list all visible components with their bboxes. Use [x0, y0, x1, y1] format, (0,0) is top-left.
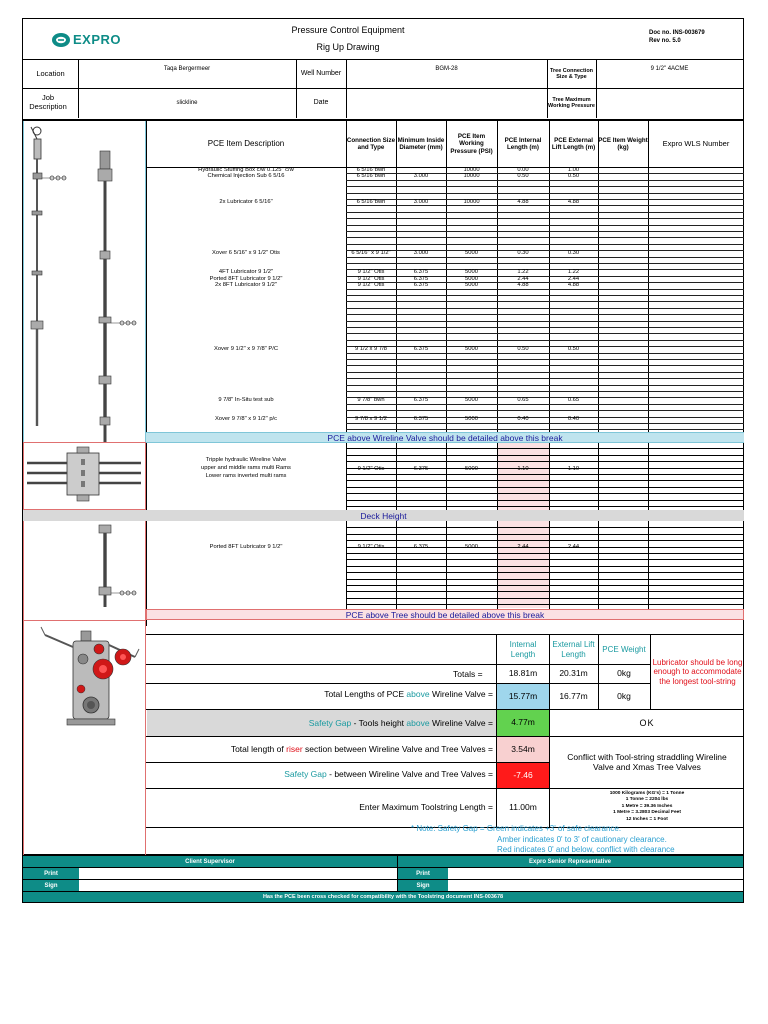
item-psi: 5000	[465, 275, 478, 282]
valve-psi: 5000	[465, 465, 478, 472]
riser-word: riser	[286, 744, 303, 754]
job-description-label: Job Description	[29, 93, 67, 111]
riser-conn: 9 1/2" Otis	[357, 544, 385, 551]
conflict-message: Conflict with Tool-string straddling Wireline Valve and Xmas Tree Valves	[567, 751, 727, 772]
xmas-tree-icon	[41, 627, 139, 725]
conversion-line: 12 Inches = 1 Foot	[626, 816, 668, 822]
job-description-value[interactable]: slickline	[176, 99, 198, 106]
valve-ext: 1.10	[567, 465, 580, 472]
client-supervisor-text: Client Supervisor	[185, 858, 235, 865]
item-desc: Xover 6 5/16" x 9 1/2" Otis	[212, 250, 280, 257]
conversion-line: 1 Metre = 39.36 Inches	[621, 803, 673, 809]
item-int: 4.88	[517, 282, 529, 289]
item-psi: 5000	[465, 397, 478, 404]
grid-line	[346, 455, 744, 456]
grid-line	[346, 385, 744, 386]
grid-line	[346, 500, 744, 501]
location-value[interactable]: Taqa Bergermeer	[163, 65, 211, 72]
item-ext: 2.44	[567, 275, 580, 282]
item-int: 0.00	[517, 166, 529, 173]
item-int: 1.22	[517, 269, 529, 276]
grid-line	[346, 372, 744, 373]
grid-line	[346, 218, 744, 219]
grid-line	[346, 378, 744, 379]
grid-line	[346, 527, 744, 528]
item-desc: Ported 8FT Lubricator 9 1/2"	[209, 275, 283, 282]
deck-height-text: Deck Height	[360, 510, 407, 521]
grid-line	[346, 559, 744, 560]
signoff-block	[22, 855, 744, 903]
col-wls: Expro WLS Number	[662, 138, 730, 148]
item-ext: 0.40	[567, 416, 580, 423]
item-int: 0.50	[517, 346, 529, 353]
valve-desc-1: Tripple hydraulic Wireline Valve	[205, 457, 287, 464]
item-conn: 9 1/2" Otis	[357, 282, 385, 289]
grid-line	[346, 566, 744, 567]
client-print-field[interactable]	[79, 868, 397, 879]
grid-line	[346, 193, 744, 194]
above-internal: 15.77m	[497, 684, 549, 709]
item-desc: 2x 8FT Lubricator 9 1/2"	[215, 282, 277, 289]
grid-line	[346, 257, 744, 258]
client-sign-label	[23, 880, 79, 891]
client-sign-text: Sign	[44, 882, 58, 889]
logo-text: EXPRO	[73, 32, 122, 47]
conversion-line: 1 Metre = 3.2803 Decimal Feet	[613, 810, 681, 816]
toolstring-value[interactable]: 11.00m	[509, 802, 537, 813]
job-info	[22, 60, 744, 120]
expro-sign-field[interactable]	[448, 880, 743, 891]
valve-desc-3: Lower rams inverted multi rams	[205, 473, 287, 480]
location-label: Location	[36, 68, 65, 78]
item-conn: 9 7/8" bwn	[357, 397, 385, 404]
pce-stack-drawing	[23, 121, 146, 856]
expro-logo	[51, 29, 141, 51]
grid-line	[346, 308, 744, 309]
valve-id: 6.375	[413, 465, 429, 472]
safety-gap-1-status: OK	[639, 717, 655, 728]
gap1-pre: Safety Gap	[308, 718, 352, 728]
item-conn: 6 5/16" x 9 1/2"	[351, 250, 391, 257]
document-header	[22, 18, 744, 60]
riser-psi: 5000	[465, 544, 478, 551]
client-print-text: Print	[44, 870, 58, 877]
grid-line	[346, 340, 744, 341]
col-min-id: Minimum Inside Diameter (mm)	[397, 136, 445, 151]
above-wireline-label	[203, 689, 493, 699]
item-conn: 9 1/2" Otis	[357, 269, 385, 276]
expro-rep-header	[397, 856, 743, 867]
item-psi: 10000	[463, 166, 480, 173]
item-ext: 0.50	[567, 173, 580, 180]
grid-line	[346, 359, 744, 360]
conversion-table	[550, 790, 744, 826]
date-value[interactable]	[346, 88, 547, 118]
grid-line	[346, 534, 744, 535]
grid-line	[346, 289, 744, 290]
riser-lubricator-icon	[99, 525, 136, 607]
item-desc: 9 7/8" In-Situ test sub	[218, 397, 274, 404]
riser-int: 2.44	[517, 544, 529, 551]
item-desc: Chemical Injection Sub 6 5/16	[207, 173, 285, 180]
col-weight: PCE Item Weight (kg)	[598, 136, 648, 151]
note-line-2: Amber indicates 0' to 3' of cautionary clearance.	[497, 835, 667, 844]
doc-title: Pressure Control Equipment	[291, 25, 405, 35]
grid-line	[346, 540, 744, 541]
safety-gap-2-value: -7.46	[497, 763, 549, 788]
safety-gap-1-label	[183, 718, 493, 728]
grid-line	[346, 321, 744, 322]
grid-line	[346, 604, 744, 605]
grid-line	[346, 585, 744, 586]
tree-connection-label: Tree Connection Size & Type	[549, 67, 594, 80]
gap1-word: above	[406, 718, 430, 728]
wireline-break-banner	[146, 432, 744, 443]
item-ext: 4.88	[567, 282, 580, 289]
item-conn: 6 5/16"bwn	[356, 166, 386, 173]
grid-line	[346, 327, 744, 328]
item-conn: 9 1/2" Otis	[357, 275, 385, 282]
item-ext: 0.30	[567, 250, 580, 257]
riser-id: 6.375	[413, 544, 429, 551]
item-desc: 4FT Lubricator 9 1/2"	[218, 269, 274, 276]
sum-col-internal: Internal Length	[509, 640, 537, 659]
grid-line	[346, 429, 744, 430]
date-label: Date	[313, 98, 329, 106]
totals-external: 20.31m	[559, 667, 588, 678]
riser-desc: Ported 8FT Lubricator 9 1/2"	[209, 544, 283, 551]
doc-subtitle: Rig Up Drawing	[316, 42, 380, 52]
item-id: 3.000	[413, 250, 429, 257]
grid-line	[346, 553, 744, 554]
grid-line	[346, 314, 744, 315]
totals-weight: 0kg	[617, 667, 631, 678]
item-ext: 0.50	[567, 346, 580, 353]
item-id: 6.375	[413, 282, 429, 289]
item-int: 0.30	[517, 250, 529, 257]
grid-line	[346, 591, 744, 592]
lubricator-string-icon	[98, 151, 136, 442]
item-desc: Xover 9 1/2" x 9 7/8" P/C	[213, 346, 279, 353]
valve-desc-2: upper and middle rams multi Rams	[201, 465, 291, 472]
item-id: 6.375	[413, 346, 429, 353]
item-psi: 10000	[463, 198, 480, 205]
grid-line	[346, 225, 744, 226]
safety-gap-1-value: 4.77m	[497, 710, 549, 736]
item-conn: 6 5/16"bwn	[356, 198, 386, 205]
grid-line	[346, 186, 744, 187]
item-id: 6.375	[413, 269, 429, 276]
expro-print-field[interactable]	[448, 868, 743, 879]
client-sign-field[interactable]	[79, 880, 397, 891]
grid-line	[346, 231, 744, 232]
above-weight: 0kg	[617, 690, 631, 701]
expro-print-text: Print	[416, 870, 430, 877]
tree-banner-text: PCE above Tree should be detailed above this break	[345, 609, 545, 620]
expro-sign-label	[398, 880, 448, 891]
grid-line	[346, 487, 744, 488]
item-psi: 5000	[465, 269, 478, 276]
grid-line	[346, 263, 744, 264]
tree-pressure-value[interactable]	[596, 88, 743, 118]
item-int: 0.65	[517, 397, 529, 404]
item-int: 0.40	[517, 416, 529, 423]
sum-col-external: External Lift Length	[552, 640, 595, 659]
well-number-label: Well Number	[300, 69, 342, 77]
col-conn: Connection Size and Type	[346, 136, 396, 151]
pce-table	[22, 120, 744, 855]
grid-line	[346, 404, 744, 405]
grid-line	[346, 410, 744, 411]
grid-line	[346, 474, 744, 475]
stuffing-box-icon	[31, 127, 66, 426]
wireline-banner-text: PCE above Wireline Valve should be detailed above this break	[327, 432, 563, 443]
col-desc: PCE Item Description	[207, 139, 285, 149]
grid-line	[346, 333, 744, 334]
gap2-post: - between Wireline Valve and Tree Valves =	[329, 769, 493, 779]
crosscheck-text: Has the PCE been cross checked for compatibility with the Toolstring document INS-003678	[262, 894, 504, 900]
expro-sign-text: Sign	[416, 882, 430, 889]
doc-number: Doc no. INS-003679	[649, 30, 705, 36]
totals-label: Totals =	[453, 669, 483, 679]
item-ext: 4.88	[567, 198, 580, 205]
item-psi: 10000	[463, 173, 480, 180]
item-conn: 9 1/2 x 9 7/8	[355, 346, 387, 353]
grid-line	[346, 448, 744, 449]
valve-int: 1.10	[517, 465, 529, 472]
valve-conn: 9 1/2" Otis	[357, 465, 385, 472]
grid-line	[346, 365, 744, 366]
conversion-line: 1000 Kilograms (KG's) = 1 Tonne	[609, 791, 685, 796]
lubricator-note: Lubricator should be long enough to accommodate the longest tool-string	[652, 658, 743, 686]
tree-break-banner	[146, 609, 744, 620]
note-line-1: * Note: Safety Gap = Green indicates +3' of safe clearance.	[411, 824, 622, 833]
riser-post: section between Wireline Valve and Tree Valves =	[305, 744, 493, 754]
well-number-value[interactable]: BGM-28	[435, 65, 458, 72]
grid-line	[346, 391, 744, 392]
item-id: 6.375	[413, 275, 429, 282]
grid-line	[346, 244, 744, 245]
item-ext: 0.65	[567, 397, 580, 404]
item-conn: 9 7/8 x 9 1/2	[355, 416, 387, 423]
grid-line	[346, 506, 744, 507]
item-conn: 6 5/16"bwn	[356, 173, 386, 180]
grid-line	[346, 598, 744, 599]
grid-line	[346, 480, 744, 481]
item-psi: 5000	[465, 250, 478, 257]
grid-line	[346, 205, 744, 206]
above-word: above	[406, 689, 430, 699]
rev-number: Rev no. 5.0	[649, 38, 681, 44]
tree-pressure-label: Tree Maximum Working Pressure	[548, 96, 595, 109]
riser-pre: Total length of	[230, 744, 284, 754]
grid-line	[346, 353, 744, 354]
above-pre: Total Lengths of PCE	[324, 689, 405, 699]
item-psi: 5000	[465, 346, 478, 353]
riser-length-label	[173, 744, 493, 754]
grid-line	[346, 423, 744, 424]
riser-length-value: 3.54m	[497, 737, 549, 762]
client-print-label	[23, 868, 79, 879]
grid-line	[346, 579, 744, 580]
item-psi: 5000	[465, 282, 478, 289]
item-int: 2.44	[517, 275, 529, 282]
grid-line	[346, 237, 744, 238]
grid-line	[346, 572, 744, 573]
wireline-valve-icon	[27, 447, 141, 501]
expro-print-label	[398, 868, 448, 879]
item-desc: 2x Lubricator 6 5/16"	[219, 198, 273, 205]
tree-connection-value[interactable]: 9 1/2" 4ACME	[650, 65, 689, 72]
grid-line	[346, 295, 744, 296]
client-supervisor-header	[23, 856, 397, 867]
item-int: 0.50	[517, 173, 529, 180]
note-line-3: Red indicates 0' and below, conflict with clearance	[497, 845, 675, 854]
grid-line	[346, 461, 744, 462]
item-ext: 1.00	[567, 166, 580, 173]
grid-line	[346, 180, 744, 181]
item-psi: 5000	[465, 416, 478, 423]
expro-rep-text: Expro Senior Representative	[528, 858, 612, 865]
col-pressure: PCE Item Working Pressure (PSI)	[450, 133, 493, 155]
item-ext: 1.22	[567, 269, 580, 276]
safety-gap-2-label	[173, 769, 493, 779]
conversion-line: 1 Tonne = 2204 lbs	[625, 797, 669, 803]
item-int: 4.88	[517, 198, 529, 205]
gap1-post: Wireline Valve =	[431, 718, 493, 728]
item-id: 6.375	[413, 397, 429, 404]
sum-col-weight: PCE Weight	[602, 644, 646, 654]
crosscheck-footer	[23, 892, 743, 902]
col-int-length: PCE Internal Length (m)	[504, 136, 542, 151]
item-id: 6.375	[413, 416, 429, 423]
grid-line	[346, 493, 744, 494]
riser-ext: 2.44	[567, 544, 580, 551]
item-desc: Hydraulic Stuffing Box c/w 0.125" c/w	[198, 166, 294, 173]
totals-internal: 18.81m	[508, 667, 538, 678]
grid-line	[346, 212, 744, 213]
above-external: 16.77m	[559, 690, 588, 701]
above-post: Wireline Valve =	[431, 689, 493, 699]
grid-line	[346, 301, 744, 302]
col-ext-length: PCE External Lift Length (m)	[551, 136, 596, 151]
item-id: 3.000	[413, 173, 429, 180]
item-desc: Xover 9 7/8" x 9 1/2" p/c	[214, 416, 278, 423]
gap2-pre: Safety Gap	[284, 769, 327, 779]
gap1-mid: - Tools height	[353, 718, 405, 728]
item-id: 3.000	[413, 198, 429, 205]
toolstring-label: Enter Maximum Toolstring Length =	[359, 802, 493, 812]
